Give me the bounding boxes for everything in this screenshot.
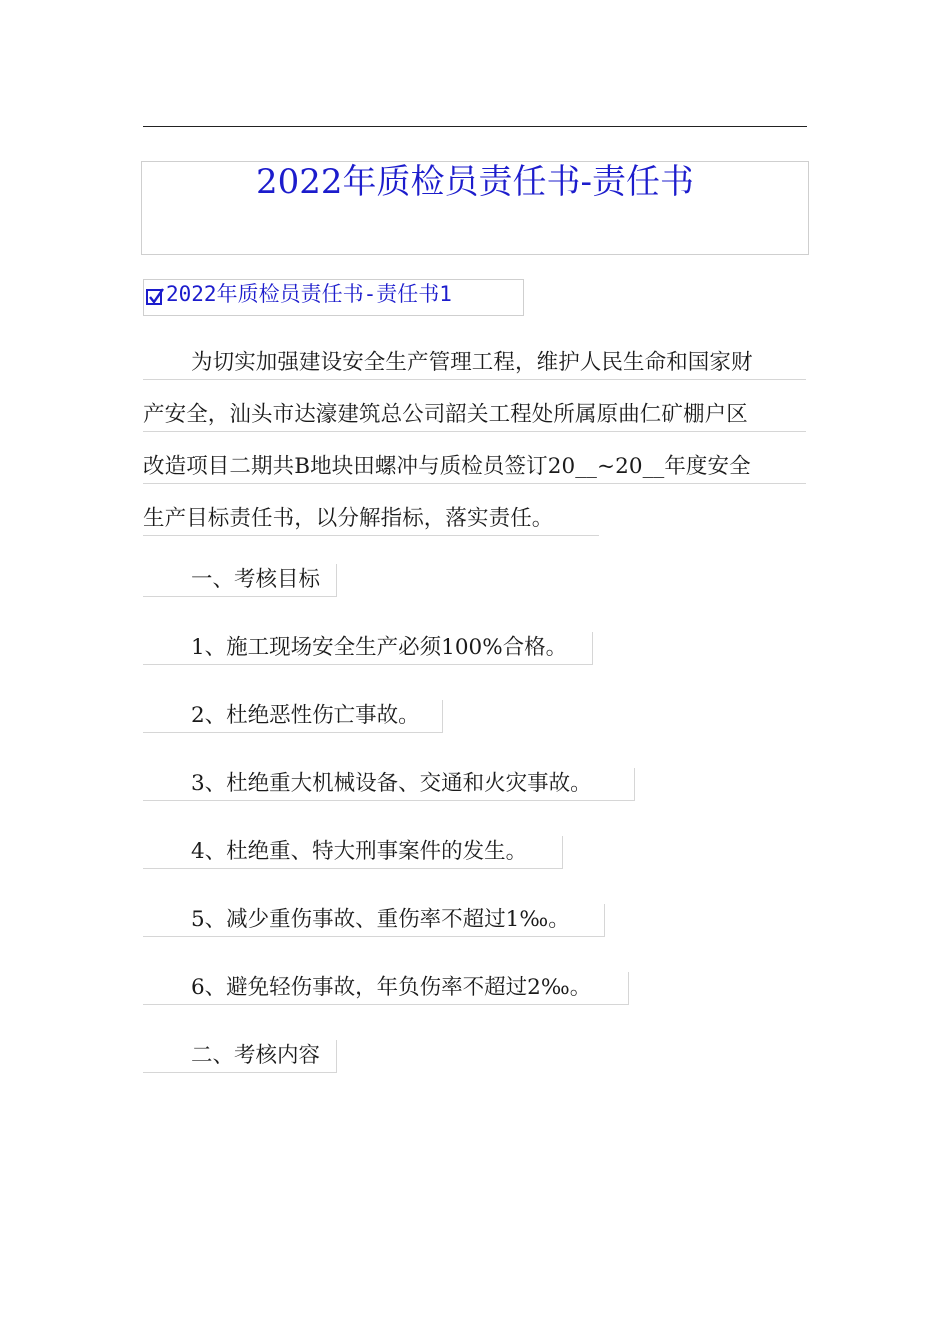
intro-paragraph (143, 347, 806, 555)
intro-line: 改造项目二期共B地块田螺冲与质检员签订20__~20__年度安全 (143, 451, 806, 503)
section-heading (143, 279, 524, 316)
document-title: 2022年质检员责任书-责任书 (255, 162, 694, 202)
intro-line: 生产目标责任书，以分解指标，落实责任。 (143, 503, 806, 555)
target-item: 3、杜绝重大机械设备、交通和火灾事故。 (143, 768, 635, 801)
target-item: 2、杜绝恶性伤亡事故。 (143, 700, 443, 733)
target-item: 5、减少重伤事故、重伤率不超过1‰。 (143, 904, 605, 937)
title-box (141, 161, 809, 255)
heading-assessment-content: 二、考核内容 (143, 1040, 337, 1073)
section-title: 2022年质检员责任书-责任书1 (166, 282, 452, 306)
intro-line: 为切实加强建设安全生产管理工程，维护人民生命和国家财 (143, 347, 806, 399)
target-item: 6、避免轻伤事故，年负伤率不超过2‰。 (143, 972, 629, 1005)
header-rule (143, 126, 807, 127)
intro-line: 产安全，汕头市达濠建筑总公司韶关工程处所属原曲仁矿棚户区 (143, 399, 806, 451)
checkbox-checked-icon (146, 289, 162, 305)
target-item: 1、施工现场安全生产必须100%合格。 (143, 632, 593, 665)
target-item: 4、杜绝重、特大刑事案件的发生。 (143, 836, 563, 869)
heading-assessment-targets: 一、考核目标 (143, 564, 337, 597)
